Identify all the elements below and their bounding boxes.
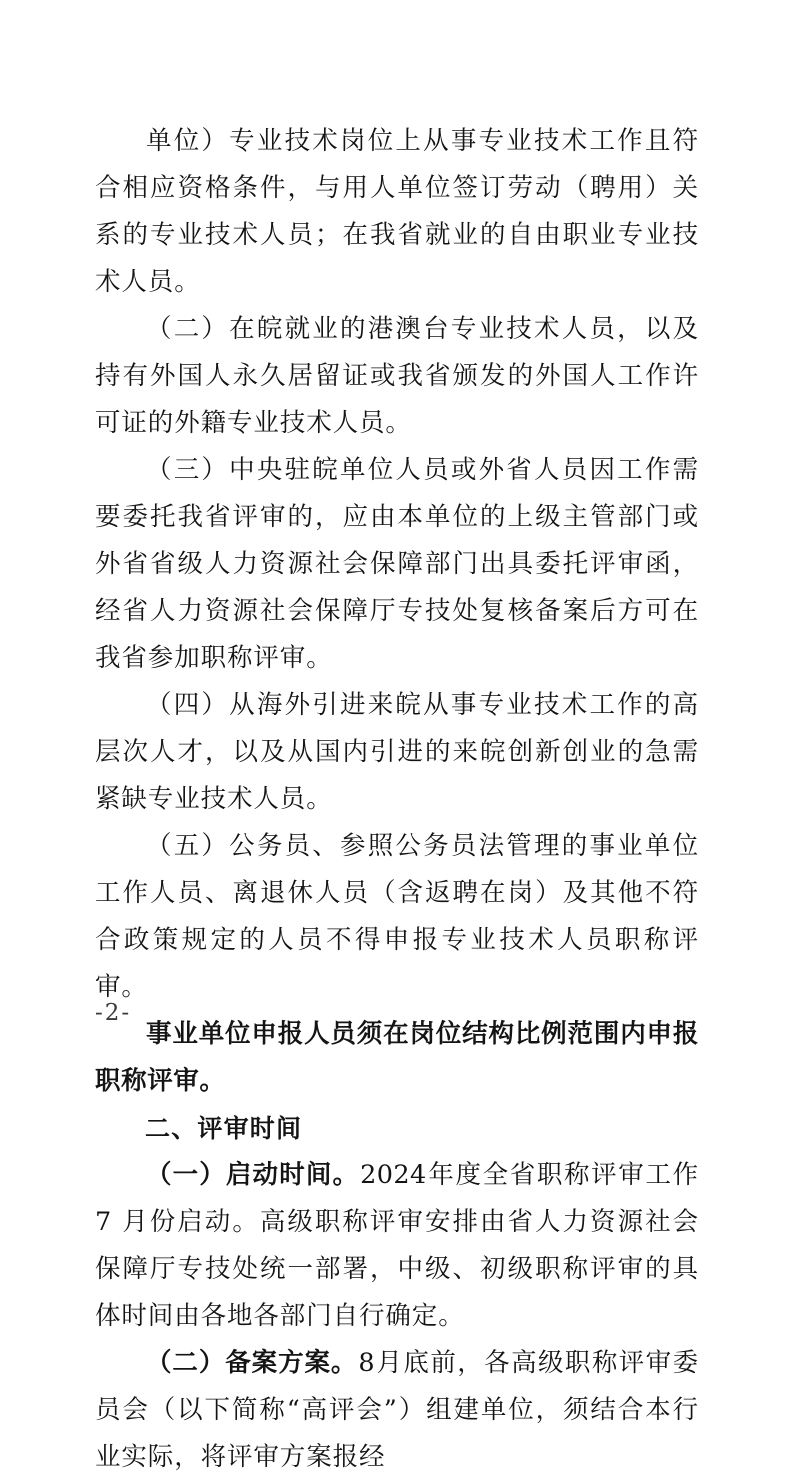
- section-heading-review-time: 二、评审时间: [145, 1114, 303, 1143]
- subitem-body-start-time: 年度全省职称评审工作 7 月份启动。高级职称评审安排由省人力资源社会保障厅专技处统一部署，中级、初级职称评审的具体时间由各地各部门自行确定。: [95, 1160, 699, 1331]
- paragraph-continuation-item-1: 单位）专业技术岗位上从事专业技术工作且符合相应资格条件，与用人单位签订劳动（聘用）关系的专业技术人员；在我省就业的自由职业专业技术人员。: [95, 126, 699, 297]
- paragraph-subitem-start-time: [95, 1152, 699, 1340]
- paragraph-item-4: （四）从海外引进来皖从事专业技术工作的高层次人才，以及从国内引进的来皖创新创业的急需紧缺专业技术人员。: [95, 690, 699, 814]
- paragraph-item-2: （二）在皖就业的港澳台专业技术人员，以及持有外国人永久居留证或我省颁发的外国人工作许可证的外籍专业技术人员。: [95, 314, 699, 438]
- subitem-lead-start-time: （一）启动时间。: [146, 1160, 360, 1190]
- paragraph-emphasis-institution: 事业单位申报人员须在岗位结构比例范围内申报职称评审。: [95, 1019, 699, 1096]
- paragraph-item-3: （三）中央驻皖单位人员或外省人员因工作需要委托我省评审的，应由本单位的上级主管部门或外省省级人力资源社会保障部门出具委托评审函，经省人力资源社会保障厅专技处复核备案后方可在我省参加职称评审。: [95, 455, 699, 673]
- subitem-lead-filing-plan: （二）备案方案。: [146, 1348, 358, 1378]
- paragraph-item-5: （五）公务员、参照公务员法管理的事业单位工作人员、离退休人员（含返聘在岗）及其他不符合政策规定的人员不得申报专业技术人员职称评审。: [95, 831, 699, 1002]
- paragraph-subitem-filing-plan: [95, 1340, 699, 1481]
- year-value-2024: 2024: [360, 1160, 427, 1190]
- page-number: -2-: [95, 1000, 132, 1026]
- month-value-8: 8: [358, 1348, 375, 1378]
- subitem-body-filing-plan: 月底前，各高级职称评审委员会（以下简称“高评会”）组建单位，须结合本行业实际，将评审方案报经: [95, 1348, 700, 1472]
- document-text-column: [95, 118, 699, 1481]
